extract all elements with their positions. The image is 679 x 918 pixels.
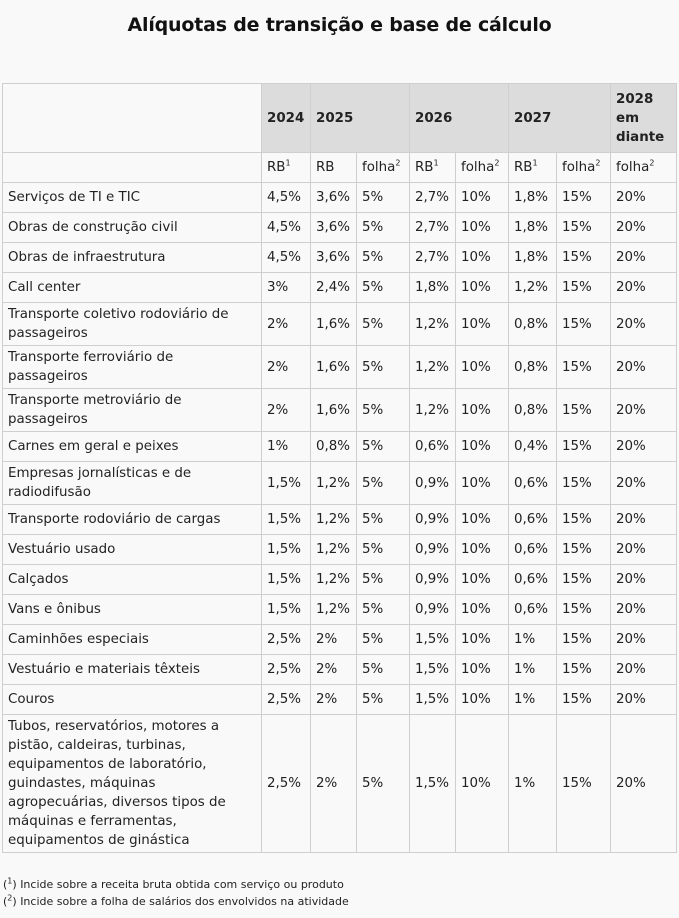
rate-cell: 2,7% <box>410 213 456 243</box>
rate-cell: 20% <box>611 535 677 565</box>
rate-cell: 10% <box>456 183 509 213</box>
table-row <box>3 655 677 685</box>
footnote-marker: 2 <box>649 158 655 168</box>
rate-cell: 0,6% <box>509 595 557 625</box>
base-header-cell <box>311 153 357 183</box>
table-row <box>3 595 677 625</box>
rate-cell: 10% <box>456 685 509 715</box>
rate-cell: 5% <box>357 565 410 595</box>
table-row <box>3 462 677 505</box>
rate-cell: 20% <box>611 625 677 655</box>
rate-cell: 0,4% <box>509 432 557 462</box>
sector-label: Transporte rodoviário de cargas <box>3 505 262 535</box>
footnote-marker: 1 <box>285 158 291 168</box>
sector-label: Transporte ferroviário de passageiros <box>3 346 262 389</box>
rate-cell: 1,5% <box>410 625 456 655</box>
rate-cell: 2% <box>262 346 311 389</box>
sector-label: Carnes em geral e peixes <box>3 432 262 462</box>
rate-cell: 10% <box>456 389 509 432</box>
rate-cell: 15% <box>557 183 611 213</box>
rate-cell: 15% <box>557 346 611 389</box>
rate-cell: 1% <box>509 625 557 655</box>
rate-cell: 20% <box>611 243 677 273</box>
rate-cell: 1,2% <box>410 303 456 346</box>
rate-cell: 20% <box>611 183 677 213</box>
rate-cell: 1% <box>509 685 557 715</box>
rate-cell: 5% <box>357 183 410 213</box>
rate-cell: 0,9% <box>410 595 456 625</box>
sector-label: Couros <box>3 685 262 715</box>
rate-cell: 1,2% <box>509 273 557 303</box>
rate-cell: 1,5% <box>262 462 311 505</box>
rate-cell: 0,6% <box>509 462 557 505</box>
rate-cell: 0,9% <box>410 462 456 505</box>
rate-cell: 1,2% <box>311 462 357 505</box>
rate-cell: 1,6% <box>311 303 357 346</box>
rate-cell: 10% <box>456 595 509 625</box>
rate-cell: 4,5% <box>262 213 311 243</box>
rate-cell: 10% <box>456 625 509 655</box>
rate-cell: 20% <box>611 505 677 535</box>
rate-cell: 1,5% <box>262 595 311 625</box>
rate-cell: 1,8% <box>410 273 456 303</box>
rate-cell: 3% <box>262 273 311 303</box>
rate-cell: 5% <box>357 595 410 625</box>
rate-cell: 2% <box>311 715 357 853</box>
rate-cell: 1,5% <box>262 505 311 535</box>
rate-cell: 20% <box>611 655 677 685</box>
year-header: 2024 <box>262 84 311 153</box>
header-corner <box>3 84 262 153</box>
rate-cell: 1,8% <box>509 243 557 273</box>
footnote-number: 1 <box>7 876 13 886</box>
rate-cell: 1,5% <box>262 565 311 595</box>
rate-cell: 10% <box>456 346 509 389</box>
table-row <box>3 715 677 853</box>
base-header-label: RB <box>267 160 286 175</box>
rate-cell: 15% <box>557 715 611 853</box>
sector-label: Empresas jornalísticas e de radiodifusão <box>3 462 262 505</box>
rate-cell: 2,7% <box>410 243 456 273</box>
sector-label: Obras de infraestrutura <box>3 243 262 273</box>
rate-cell: 1,2% <box>410 346 456 389</box>
base-header-cell <box>557 153 611 183</box>
rate-cell: 2,5% <box>262 715 311 853</box>
footnote-marker: 2 <box>494 158 500 168</box>
rate-cell: 15% <box>557 213 611 243</box>
base-header-row <box>3 153 677 183</box>
rate-cell: 5% <box>357 625 410 655</box>
rate-cell: 1,2% <box>311 535 357 565</box>
rate-cell: 10% <box>456 273 509 303</box>
sector-label: Vestuário e materiais têxteis <box>3 655 262 685</box>
rate-cell: 2,4% <box>311 273 357 303</box>
base-header-cell <box>357 153 410 183</box>
rate-cell: 5% <box>357 505 410 535</box>
rate-cell: 2,7% <box>410 183 456 213</box>
rate-cell: 2% <box>262 389 311 432</box>
base-header-label: folha <box>562 160 596 175</box>
rate-cell: 0,9% <box>410 535 456 565</box>
base-header-cell <box>410 153 456 183</box>
rate-cell: 10% <box>456 565 509 595</box>
base-header-label: folha <box>461 160 495 175</box>
rate-cell: 1% <box>262 432 311 462</box>
table-row <box>3 505 677 535</box>
rate-cell: 1,2% <box>311 595 357 625</box>
rate-cell: 1,2% <box>311 505 357 535</box>
year-header: 2028 em diante <box>611 84 677 153</box>
rate-cell: 15% <box>557 273 611 303</box>
table-row <box>3 432 677 462</box>
rate-cell: 0,6% <box>509 535 557 565</box>
rate-cell: 5% <box>357 346 410 389</box>
rate-cell: 15% <box>557 389 611 432</box>
rate-cell: 2% <box>311 655 357 685</box>
base-header-cell <box>509 153 557 183</box>
rate-cell: 1,2% <box>311 565 357 595</box>
rate-cell: 0,8% <box>311 432 357 462</box>
rate-cell: 5% <box>357 535 410 565</box>
table-row <box>3 565 677 595</box>
rate-cell: 15% <box>557 462 611 505</box>
rate-cell: 15% <box>557 432 611 462</box>
rate-cell: 1,6% <box>311 389 357 432</box>
footnote-text: Incide sobre a folha de salários dos envolvidos na atividade <box>20 895 349 908</box>
footnote: ($^2$) Incide sobre a folha de salários dos envolvidos na atividade <box>3 893 349 908</box>
rate-cell: 1,5% <box>410 655 456 685</box>
rate-cell: 0,6% <box>410 432 456 462</box>
footnote-marker: 1 <box>532 158 538 168</box>
sector-label: Obras de construção civil <box>3 213 262 243</box>
rate-cell: 20% <box>611 685 677 715</box>
rate-cell: 0,6% <box>509 565 557 595</box>
rate-cell: 5% <box>357 273 410 303</box>
year-header: 2026 <box>410 84 509 153</box>
rate-cell: 1,5% <box>410 685 456 715</box>
rate-cell: 20% <box>611 432 677 462</box>
table-body <box>3 183 677 853</box>
base-header-label: folha <box>362 160 396 175</box>
rate-cell: 1,5% <box>410 715 456 853</box>
rate-cell: 1,8% <box>509 183 557 213</box>
sector-label: Transporte metroviário de passageiros <box>3 389 262 432</box>
table-row <box>3 183 677 213</box>
rate-cell: 3,6% <box>311 213 357 243</box>
rate-cell: 20% <box>611 346 677 389</box>
rate-cell: 15% <box>557 565 611 595</box>
rate-cell: 5% <box>357 685 410 715</box>
rate-cell: 2,5% <box>262 625 311 655</box>
rate-cell: 1% <box>509 715 557 853</box>
footnotes <box>3 876 349 910</box>
base-header-cell <box>262 153 311 183</box>
footnote-text: Incide sobre a receita bruta obtida com serviço ou produto <box>20 878 344 891</box>
rate-cell: 5% <box>357 655 410 685</box>
rate-cell: 5% <box>357 213 410 243</box>
rate-cell: 2,5% <box>262 655 311 685</box>
rate-cell: 2% <box>311 685 357 715</box>
rate-cell: 20% <box>611 595 677 625</box>
table-row <box>3 346 677 389</box>
rate-cell: 10% <box>456 655 509 685</box>
rate-cell: 10% <box>456 505 509 535</box>
sector-label: Transporte coletivo rodoviário de passageiros <box>3 303 262 346</box>
rate-cell: 20% <box>611 715 677 853</box>
rate-cell: 10% <box>456 303 509 346</box>
base-header-cell <box>456 153 509 183</box>
rate-cell: 20% <box>611 389 677 432</box>
rate-cell: 5% <box>357 389 410 432</box>
table-row <box>3 625 677 655</box>
rate-cell: 0,6% <box>509 505 557 535</box>
table-row <box>3 389 677 432</box>
rate-cell: 5% <box>357 715 410 853</box>
footnote-marker: 2 <box>395 158 401 168</box>
rate-cell: 2% <box>262 303 311 346</box>
rate-cell: 0,8% <box>509 389 557 432</box>
rate-cell: 2,5% <box>262 685 311 715</box>
rate-cell: 1,8% <box>509 213 557 243</box>
rate-cell: 15% <box>557 655 611 685</box>
rate-cell: 3,6% <box>311 183 357 213</box>
sector-label: Serviços de TI e TIC <box>3 183 262 213</box>
rate-cell: 20% <box>611 565 677 595</box>
sector-label: Call center <box>3 273 262 303</box>
rate-cell: 1,5% <box>262 535 311 565</box>
sector-label: Vestuário usado <box>3 535 262 565</box>
footnote-number: 2 <box>7 893 13 903</box>
rate-cell: 0,8% <box>509 346 557 389</box>
rate-cell: 15% <box>557 625 611 655</box>
rate-cell: 10% <box>456 243 509 273</box>
rate-cell: 20% <box>611 213 677 243</box>
rate-cell: 15% <box>557 303 611 346</box>
rate-cell: 1% <box>509 655 557 685</box>
rate-cell: 5% <box>357 462 410 505</box>
table-row <box>3 213 677 243</box>
table-row <box>3 243 677 273</box>
rate-cell: 4,5% <box>262 243 311 273</box>
rate-cell: 2% <box>311 625 357 655</box>
rates-table <box>2 83 677 853</box>
header-blank <box>3 153 262 183</box>
base-header-label: RB <box>415 160 434 175</box>
base-header-cell <box>611 153 677 183</box>
rate-cell: 10% <box>456 432 509 462</box>
table-row <box>3 535 677 565</box>
rate-cell: 15% <box>557 535 611 565</box>
sector-label: Calçados <box>3 565 262 595</box>
table-row <box>3 685 677 715</box>
rate-cell: 5% <box>357 243 410 273</box>
base-header-label: folha <box>616 160 650 175</box>
rate-cell: 1,6% <box>311 346 357 389</box>
sector-label: Caminhões especiais <box>3 625 262 655</box>
footnote: ($^1$) Incide sobre a receita bruta obtida com serviço ou produto <box>3 876 344 891</box>
rate-cell: 10% <box>456 535 509 565</box>
rate-cell: 20% <box>611 273 677 303</box>
rate-cell: 0,9% <box>410 565 456 595</box>
year-header: 2027 <box>509 84 611 153</box>
rate-cell: 15% <box>557 243 611 273</box>
rate-cell: 10% <box>456 462 509 505</box>
page-title: Alíquotas de transição e base de cálculo <box>127 14 552 36</box>
rate-cell: 3,6% <box>311 243 357 273</box>
rate-cell: 15% <box>557 685 611 715</box>
footnote-marker: 2 <box>595 158 601 168</box>
rate-cell: 20% <box>611 303 677 346</box>
year-header: 2025 <box>311 84 410 153</box>
sector-label: Vans e ônibus <box>3 595 262 625</box>
base-header-label: RB <box>514 160 533 175</box>
rate-cell: 15% <box>557 505 611 535</box>
year-header-row <box>3 84 677 153</box>
rate-cell: 4,5% <box>262 183 311 213</box>
rate-cell: 1,2% <box>410 389 456 432</box>
rate-cell: 15% <box>557 595 611 625</box>
rate-cell: 20% <box>611 462 677 505</box>
table-row <box>3 303 677 346</box>
footnote-marker: 1 <box>433 158 439 168</box>
rate-cell: 10% <box>456 213 509 243</box>
rate-cell: 5% <box>357 303 410 346</box>
rate-cell: 0,8% <box>509 303 557 346</box>
rate-cell: 0,9% <box>410 505 456 535</box>
rate-cell: 10% <box>456 715 509 853</box>
base-header-label: RB <box>316 160 335 175</box>
table-row <box>3 273 677 303</box>
sector-label: Tubos, reservatórios, motores a pistão, caldeiras, turbinas, equipamentos de laboratório, guindastes, máquinas agropecuárias, diversos tipos de máquinas e ferramentas, equipamentos de ginástica <box>3 715 262 853</box>
rate-cell: 5% <box>357 432 410 462</box>
